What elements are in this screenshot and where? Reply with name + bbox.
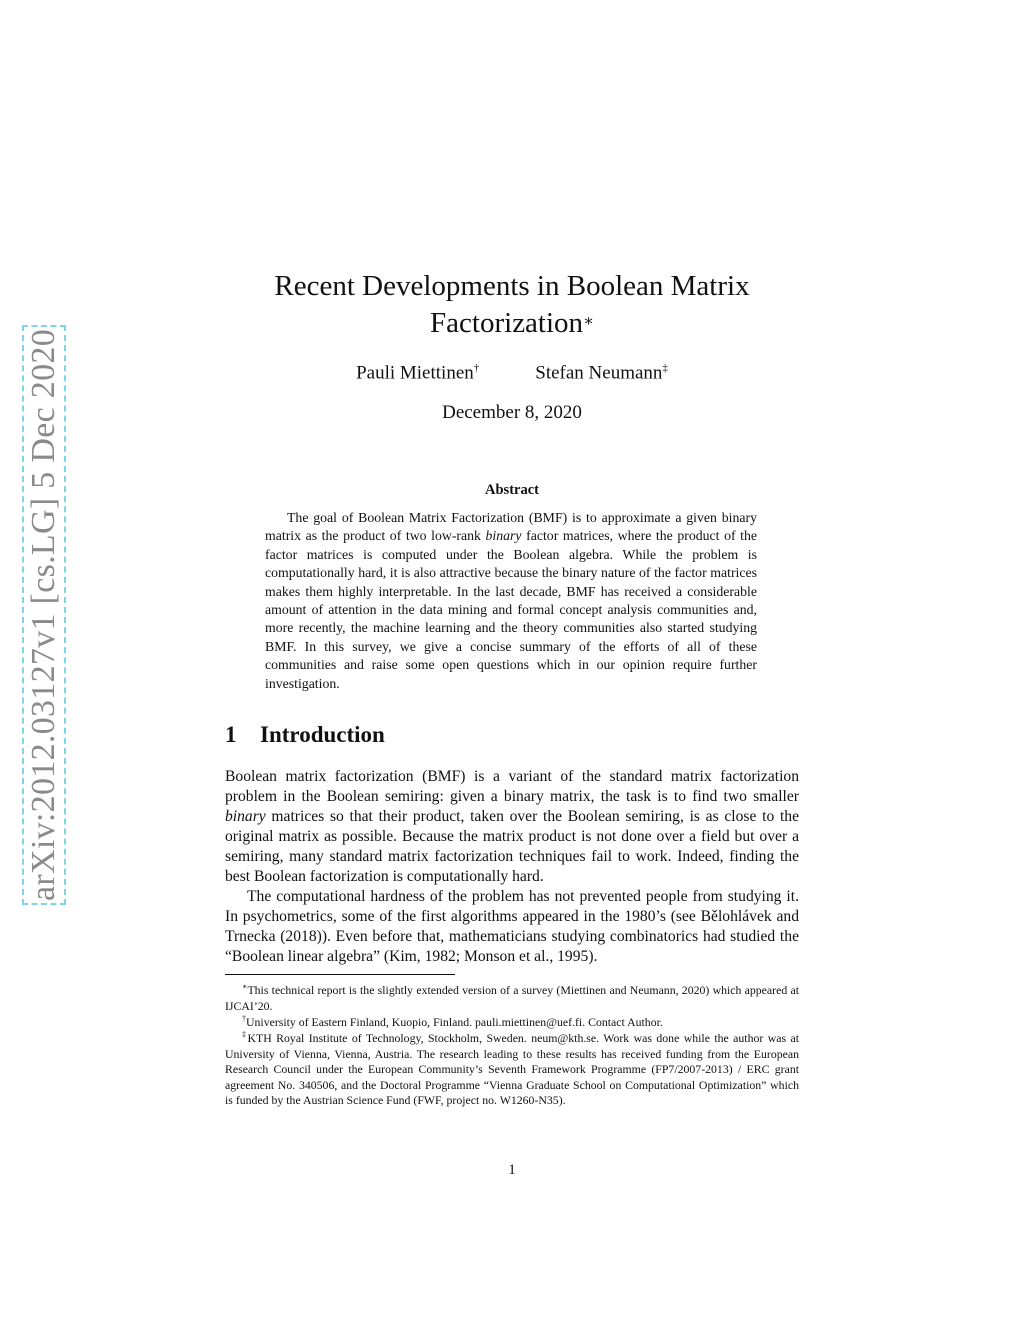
title-line-2-text: Factorization <box>430 307 584 339</box>
title-footnote-mark: ∗ <box>583 313 594 330</box>
abstract-text-1: The goal of Boolean Matrix Factorization (BMF) is to approximate a given binary matrix as the product of two low-rank <box>265 510 757 544</box>
author-2-mark: ‡ <box>662 362 668 374</box>
section-title: Introduction <box>260 722 385 747</box>
title-line-1: Recent Developments in Boolean Matrix <box>274 270 750 302</box>
paragraph-2: The computational hardness of the problem has not prevented people from studying it. In psychometrics, some of the first algorithms appeared in the 1980’s (see Bělohlávek and Trnecka (2018)). Even before that, mathematicians studying combinatorics had studied the “Boolean linear algebra” (Kim, 1982; Monson et al., 1995). <box>225 888 799 965</box>
section-number: 1 <box>225 722 237 747</box>
footnote-1-mark: ∗ <box>242 982 248 991</box>
footnote-3-mark: ‡ <box>242 1030 248 1039</box>
footnote-3 <box>225 1027 799 1109</box>
footnote-1-text: This technical report is the slightly extended version of a survey (Miettinen and Neumann, 2020) which appeared at IJCAI’20. <box>225 982 799 1013</box>
author-2-name: Stefan Neumann <box>535 362 663 384</box>
paper-title <box>0 268 1024 342</box>
page-number: 1 <box>508 1162 516 1178</box>
paragraph-1-emph: binary <box>225 808 266 825</box>
paragraph-1-text-b: matrices so that their product, taken over the Boolean semiring, is as close to the original matrix as possible. Because the matrix product is not done over a field but over a semiring, many standard matrix factorization techniques fail to work. Indeed, finding the best Boolean factorization is computationally hard. <box>225 808 799 885</box>
paragraph-1 <box>225 767 799 887</box>
section-heading <box>225 722 385 748</box>
author-list <box>0 362 1024 384</box>
abstract-body <box>265 509 757 693</box>
footnote-rule <box>225 974 455 975</box>
paper-date: December 8, 2020 <box>442 402 582 423</box>
author-1-mark: † <box>473 362 480 374</box>
footnote-2-text: University of Eastern Finland, Kuopio, Finland. pauli.miettinen@uef.fi. Contact Author. <box>246 1014 663 1029</box>
author-1 <box>356 362 479 384</box>
abstract-heading: Abstract <box>485 482 539 498</box>
abstract-text-2: factor matrices, where the product of the factor matrices is computed under the Boolean algebra. While the problem is computationally hard, it is also attractive because the binary nature of the factor matrices makes them highly interpretable. In the last decade, BMF has received a considerable amount of attention in the data mining and formal concept analysis communities and, more recently, the machine learning and the theory communities also started studying BMF. In this survey, we give a concise summary of the efforts of all of these communities and raise some open questions which in our opinion require further investigation. <box>265 528 757 691</box>
footnote-2-mark: † <box>242 1014 246 1023</box>
arxiv-stamp-text: arXiv:2012.03127v1 [cs.LG] 5 Dec 2020 <box>25 329 62 901</box>
author-1-name: Pauli Miettinen <box>356 362 474 384</box>
abstract-emph: binary <box>485 528 522 544</box>
footnote-1 <box>225 979 799 1014</box>
paragraph-1-text-a: Boolean matrix factorization (BMF) is a variant of the standard matrix factorization problem in the Boolean semiring: given a binary matrix, the task is to find two smaller <box>225 768 799 805</box>
title-line-2 <box>0 305 1024 342</box>
footnote-3-text: KTH Royal Institute of Technology, Stockholm, Sweden. neum@kth.se. Work was done while the author was at University of Vienna, Vienna, Austria. The research leading to these results has received funding from the European Research Council under the European Community’s Seventh Framework Programme (FP7/2007-2013) / ERC grant agreement No. 340506, and the Doctoral Programme “Vienna Graduate School on Computational Optimization” which is funded by the Austrian Science Fund (FWF, project no. W1260-N35). <box>225 1030 800 1108</box>
author-2 <box>535 362 668 384</box>
